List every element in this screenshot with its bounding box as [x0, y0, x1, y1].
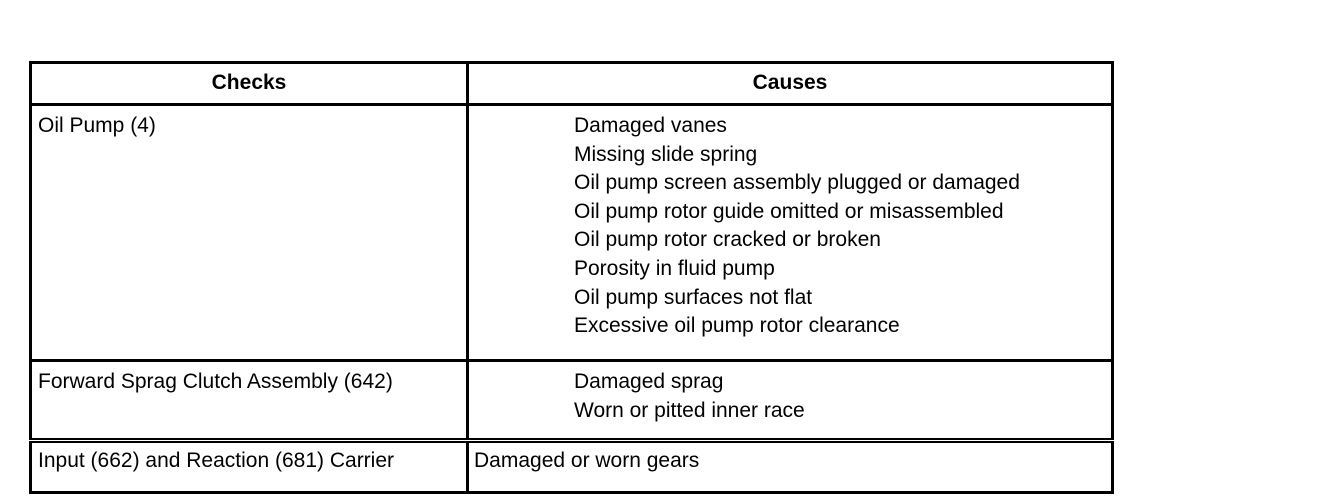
cause-item: Worn or pitted inner race [574, 398, 805, 422]
checks-header: Checks [31, 63, 468, 105]
causes-cell [468, 361, 1113, 441]
cause-item: Damaged or worn gears [474, 449, 700, 472]
check-cell: Input (662) and Reaction (681) Carrier [31, 441, 468, 493]
header-row [31, 63, 1113, 105]
cause-item: Damaged sprag [574, 370, 724, 393]
cause-item: Damaged vanes [574, 114, 727, 137]
check-cell: Oil Pump (4) [31, 105, 468, 361]
cause-item: Oil pump screen assembly plugged or damaged [574, 171, 1020, 195]
table-row [31, 105, 1113, 361]
cause-item: Oil pump surfaces not flat [574, 285, 813, 309]
causes-cell [468, 105, 1113, 361]
diagnosis-table [29, 61, 1114, 494]
causes-header: Causes [468, 63, 1113, 105]
table-row [31, 441, 1113, 493]
check-cell: Forward Sprag Clutch Assembly (642) [31, 361, 468, 441]
table-row [31, 361, 1113, 441]
cause-item: Oil pump rotor cracked or broken [574, 228, 881, 252]
cause-item: Porosity in fluid pump [574, 256, 775, 280]
causes-cell [468, 441, 1113, 493]
cause-item: Excessive oil pump rotor clearance [574, 314, 900, 338]
cause-item: Missing slide spring [574, 142, 758, 166]
cause-item: Oil pump rotor guide omitted or misassembled [574, 199, 1004, 223]
